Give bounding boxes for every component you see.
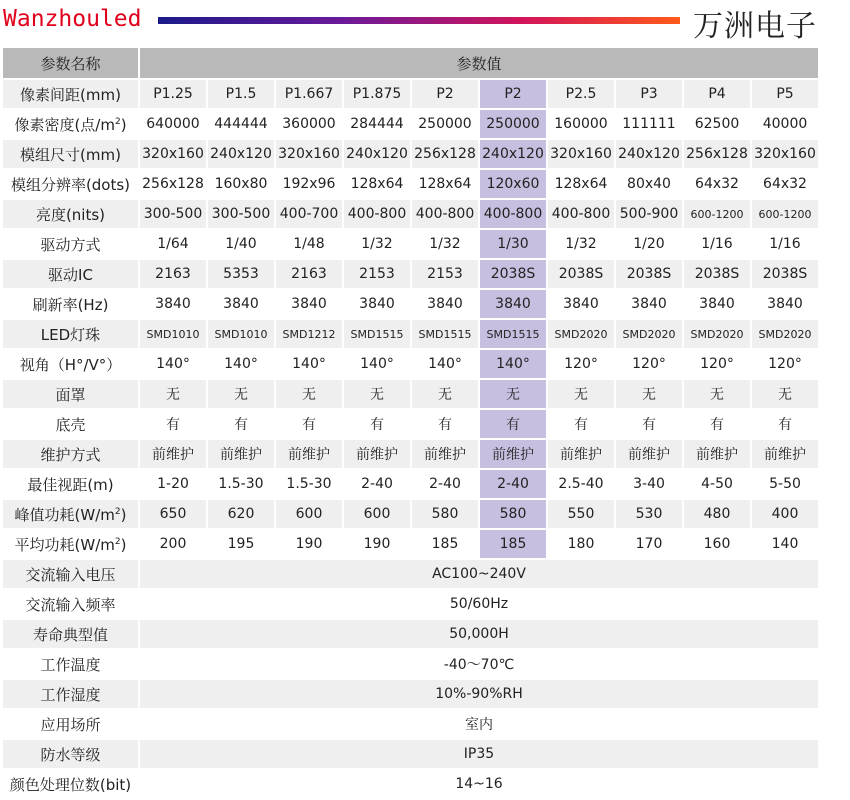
merged-cell-value: IP35: [140, 740, 818, 768]
cell-value: 256x128: [684, 140, 750, 168]
cell-value: 3840: [140, 290, 206, 318]
merged-cell-value: 14~16: [140, 770, 818, 798]
cell-value: 无: [208, 380, 274, 408]
table-row: [3, 680, 818, 708]
cell-value: 120°: [548, 350, 614, 378]
cell-value: 无: [752, 380, 818, 408]
table-row: [3, 380, 818, 408]
cell-value: 64x32: [752, 170, 818, 198]
row-label: 亮度(nits): [3, 200, 138, 228]
cell-value: 284444: [344, 110, 410, 138]
cell-value: P1.25: [140, 80, 206, 108]
cell-value: P2: [480, 80, 546, 108]
row-label: 驱动IC: [3, 260, 138, 288]
row-label: 模组分辨率(dots): [3, 170, 138, 198]
cell-value: 160: [684, 530, 750, 558]
cell-value: SMD2020: [752, 320, 818, 348]
cell-value: 1.5-30: [276, 470, 342, 498]
spec-table: [1, 46, 820, 800]
cell-value: SMD1515: [412, 320, 478, 348]
cell-value: 2163: [140, 260, 206, 288]
cell-value: 160000: [548, 110, 614, 138]
cell-value: 140°: [140, 350, 206, 378]
table-row: [3, 320, 818, 348]
cell-value: 140°: [412, 350, 478, 378]
cell-value: 192x96: [276, 170, 342, 198]
merged-cell-value: -40～70℃: [140, 650, 818, 678]
cell-value: 190: [276, 530, 342, 558]
cell-value: 1/32: [344, 230, 410, 258]
cell-value: 2-40: [344, 470, 410, 498]
table-body: [3, 80, 818, 798]
cell-value: SMD2020: [684, 320, 750, 348]
cell-value: 400: [752, 500, 818, 528]
cell-value: 400-800: [480, 200, 546, 228]
cell-value: 无: [276, 380, 342, 408]
param-value-header: 参数值: [140, 48, 818, 78]
cell-value: 200: [140, 530, 206, 558]
cell-value: 140: [752, 530, 818, 558]
cell-value: 600: [276, 500, 342, 528]
table-row: [3, 260, 818, 288]
cell-value: 1/20: [616, 230, 682, 258]
cell-value: 1.5-30: [208, 470, 274, 498]
row-label: 工作湿度: [3, 680, 138, 708]
cell-value: 240x120: [344, 140, 410, 168]
cell-value: 600: [344, 500, 410, 528]
cell-value: 111111: [616, 110, 682, 138]
cell-value: 有: [480, 410, 546, 438]
cell-value: P1.875: [344, 80, 410, 108]
cell-value: 2038S: [480, 260, 546, 288]
cell-value: 1/16: [684, 230, 750, 258]
cell-value: 2163: [276, 260, 342, 288]
cell-value: 128x64: [548, 170, 614, 198]
cell-value: P2: [412, 80, 478, 108]
cell-value: 480: [684, 500, 750, 528]
cell-value: 530: [616, 500, 682, 528]
cell-value: SMD1212: [276, 320, 342, 348]
row-label: 最佳视距(m): [3, 470, 138, 498]
cell-value: 170: [616, 530, 682, 558]
cell-value: 有: [208, 410, 274, 438]
cell-value: 128x64: [344, 170, 410, 198]
cell-value: 640000: [140, 110, 206, 138]
cell-value: P1.667: [276, 80, 342, 108]
cell-value: 240x120: [208, 140, 274, 168]
row-label: 维护方式: [3, 440, 138, 468]
row-label: 视角（H°/V°）: [3, 350, 138, 378]
table-row: [3, 650, 818, 678]
cell-value: 有: [276, 410, 342, 438]
cell-value: 2038S: [684, 260, 750, 288]
cell-value: 2153: [344, 260, 410, 288]
cell-value: 600-1200: [684, 200, 750, 228]
cell-value: 62500: [684, 110, 750, 138]
cell-value: 1/48: [276, 230, 342, 258]
cell-value: 320x160: [276, 140, 342, 168]
row-label: 模组尺寸(mm): [3, 140, 138, 168]
cell-value: 1/32: [412, 230, 478, 258]
cell-value: 有: [752, 410, 818, 438]
cell-value: 650: [140, 500, 206, 528]
table-row: [3, 500, 818, 528]
row-label: 交流输入频率: [3, 590, 138, 618]
param-name-header: 参数名称: [3, 48, 138, 78]
row-label: 寿命典型值: [3, 620, 138, 648]
cell-value: 256x128: [412, 140, 478, 168]
cell-value: 3840: [752, 290, 818, 318]
cell-value: 444444: [208, 110, 274, 138]
cell-value: 500-900: [616, 200, 682, 228]
cell-value: 140°: [208, 350, 274, 378]
cell-value: 5353: [208, 260, 274, 288]
table-row: [3, 560, 818, 588]
cell-value: 3-40: [616, 470, 682, 498]
cell-value: 2-40: [480, 470, 546, 498]
table-row: [3, 740, 818, 768]
cell-value: SMD1010: [208, 320, 274, 348]
cell-value: 400-800: [412, 200, 478, 228]
table-row: [3, 80, 818, 108]
table-row: [3, 140, 818, 168]
row-label: 刷新率(Hz): [3, 290, 138, 318]
cell-value: 64x32: [684, 170, 750, 198]
cell-value: 360000: [276, 110, 342, 138]
cell-value: 3840: [480, 290, 546, 318]
table-row: [3, 290, 818, 318]
cell-value: 3840: [208, 290, 274, 318]
cell-value: 185: [412, 530, 478, 558]
cell-value: 1/64: [140, 230, 206, 258]
row-label: 颜色处理位数(bit): [3, 770, 138, 798]
cell-value: 前维护: [140, 440, 206, 468]
cell-value: 140°: [276, 350, 342, 378]
cell-value: 3840: [412, 290, 478, 318]
cell-value: 300-500: [208, 200, 274, 228]
table-row: [3, 350, 818, 378]
row-label: 底壳: [3, 410, 138, 438]
cell-value: 无: [140, 380, 206, 408]
cell-value: 580: [412, 500, 478, 528]
cell-value: 550: [548, 500, 614, 528]
cell-value: 有: [684, 410, 750, 438]
table-row: [3, 440, 818, 468]
cell-value: SMD1515: [344, 320, 410, 348]
row-label: 平均功耗$(W/m^2)$: [3, 530, 138, 558]
merged-cell-value: 室内: [140, 710, 818, 738]
cell-value: 140°: [344, 350, 410, 378]
cell-value: 250000: [480, 110, 546, 138]
cell-value: 无: [548, 380, 614, 408]
cell-value: 有: [140, 410, 206, 438]
cell-value: 400-800: [344, 200, 410, 228]
cell-value: 3840: [344, 290, 410, 318]
table-row: [3, 710, 818, 738]
merged-cell-value: AC100~240V: [140, 560, 818, 588]
row-label: 工作温度: [3, 650, 138, 678]
cell-value: 2038S: [616, 260, 682, 288]
cell-value: 前维护: [276, 440, 342, 468]
merged-cell-value: 50/60Hz: [140, 590, 818, 618]
cell-value: 3840: [548, 290, 614, 318]
cell-value: 160x80: [208, 170, 274, 198]
cell-value: 前维护: [480, 440, 546, 468]
table-row: [3, 170, 818, 198]
cell-value: 无: [412, 380, 478, 408]
row-label: 面罩: [3, 380, 138, 408]
cell-value: 前维护: [344, 440, 410, 468]
table-row: [3, 590, 818, 618]
cell-value: 1/40: [208, 230, 274, 258]
cell-value: 240x120: [480, 140, 546, 168]
cell-value: 有: [344, 410, 410, 438]
cell-value: 120°: [752, 350, 818, 378]
cell-value: 2038S: [548, 260, 614, 288]
cell-value: 320x160: [752, 140, 818, 168]
table-row: [3, 530, 818, 558]
cell-value: 前维护: [752, 440, 818, 468]
cell-value: 1/32: [548, 230, 614, 258]
cell-value: SMD2020: [548, 320, 614, 348]
table-row: [3, 620, 818, 648]
cell-value: 180: [548, 530, 614, 558]
cell-value: P5: [752, 80, 818, 108]
cell-value: 前维护: [684, 440, 750, 468]
cell-value: 1/30: [480, 230, 546, 258]
cell-value: 前维护: [208, 440, 274, 468]
cell-value: 320x160: [140, 140, 206, 168]
row-label: 防水等级: [3, 740, 138, 768]
cell-value: 2.5-40: [548, 470, 614, 498]
cell-value: 有: [548, 410, 614, 438]
cell-value: 无: [480, 380, 546, 408]
cell-value: 320x160: [548, 140, 614, 168]
cell-value: 3840: [684, 290, 750, 318]
cell-value: SMD2020: [616, 320, 682, 348]
cell-value: 128x64: [412, 170, 478, 198]
row-label: 像素密度(点$/m^2$): [3, 110, 138, 138]
table-row: [3, 470, 818, 498]
cell-value: 300-500: [140, 200, 206, 228]
cell-value: 无: [344, 380, 410, 408]
cell-value: 80x40: [616, 170, 682, 198]
row-label: 驱动方式: [3, 230, 138, 258]
cell-value: 120°: [616, 350, 682, 378]
cell-value: 120x60: [480, 170, 546, 198]
table-header-row: [3, 48, 818, 78]
cell-value: P4: [684, 80, 750, 108]
cell-value: 2-40: [412, 470, 478, 498]
table-row: [3, 410, 818, 438]
table-row: [3, 110, 818, 138]
cell-value: 有: [412, 410, 478, 438]
header-gradient-bar: [158, 17, 680, 24]
cell-value: P3: [616, 80, 682, 108]
merged-cell-value: 50,000H: [140, 620, 818, 648]
cell-value: 400-700: [276, 200, 342, 228]
cell-value: 195: [208, 530, 274, 558]
cell-value: 4-50: [684, 470, 750, 498]
cell-value: 120°: [684, 350, 750, 378]
cell-value: 前维护: [548, 440, 614, 468]
cell-value: 无: [616, 380, 682, 408]
cell-value: 580: [480, 500, 546, 528]
cell-value: SMD1515: [480, 320, 546, 348]
cell-value: 2153: [412, 260, 478, 288]
cell-value: 3840: [276, 290, 342, 318]
cell-value: 600-1200: [752, 200, 818, 228]
row-label: 像素间距(mm): [3, 80, 138, 108]
merged-cell-value: 10%-90%RH: [140, 680, 818, 708]
cell-value: 前维护: [412, 440, 478, 468]
cell-value: 5-50: [752, 470, 818, 498]
cell-value: 1-20: [140, 470, 206, 498]
cell-value: 190: [344, 530, 410, 558]
cell-value: 无: [684, 380, 750, 408]
row-label: 应用场所: [3, 710, 138, 738]
table-row: [3, 230, 818, 258]
cell-value: 140°: [480, 350, 546, 378]
cell-value: P1.5: [208, 80, 274, 108]
cell-value: 有: [616, 410, 682, 438]
cell-value: 240x120: [616, 140, 682, 168]
cell-value: 620: [208, 500, 274, 528]
cell-value: 2038S: [752, 260, 818, 288]
row-label: 交流输入电压: [3, 560, 138, 588]
cell-value: 3840: [616, 290, 682, 318]
cell-value: 400-800: [548, 200, 614, 228]
brand-logo-text: Wanzhouled: [3, 6, 142, 32]
cell-value: SMD1010: [140, 320, 206, 348]
cell-value: 256x128: [140, 170, 206, 198]
page-header: [0, 0, 850, 44]
cell-value: 250000: [412, 110, 478, 138]
row-label: 峰值功耗$(W/m^2)$: [3, 500, 138, 528]
table-row: [3, 200, 818, 228]
cell-value: 40000: [752, 110, 818, 138]
cell-value: 1/16: [752, 230, 818, 258]
cell-value: 前维护: [616, 440, 682, 468]
cell-value: 185: [480, 530, 546, 558]
cell-value: P2.5: [548, 80, 614, 108]
company-name: 万洲电子: [693, 9, 817, 44]
row-label: LED灯珠: [3, 320, 138, 348]
